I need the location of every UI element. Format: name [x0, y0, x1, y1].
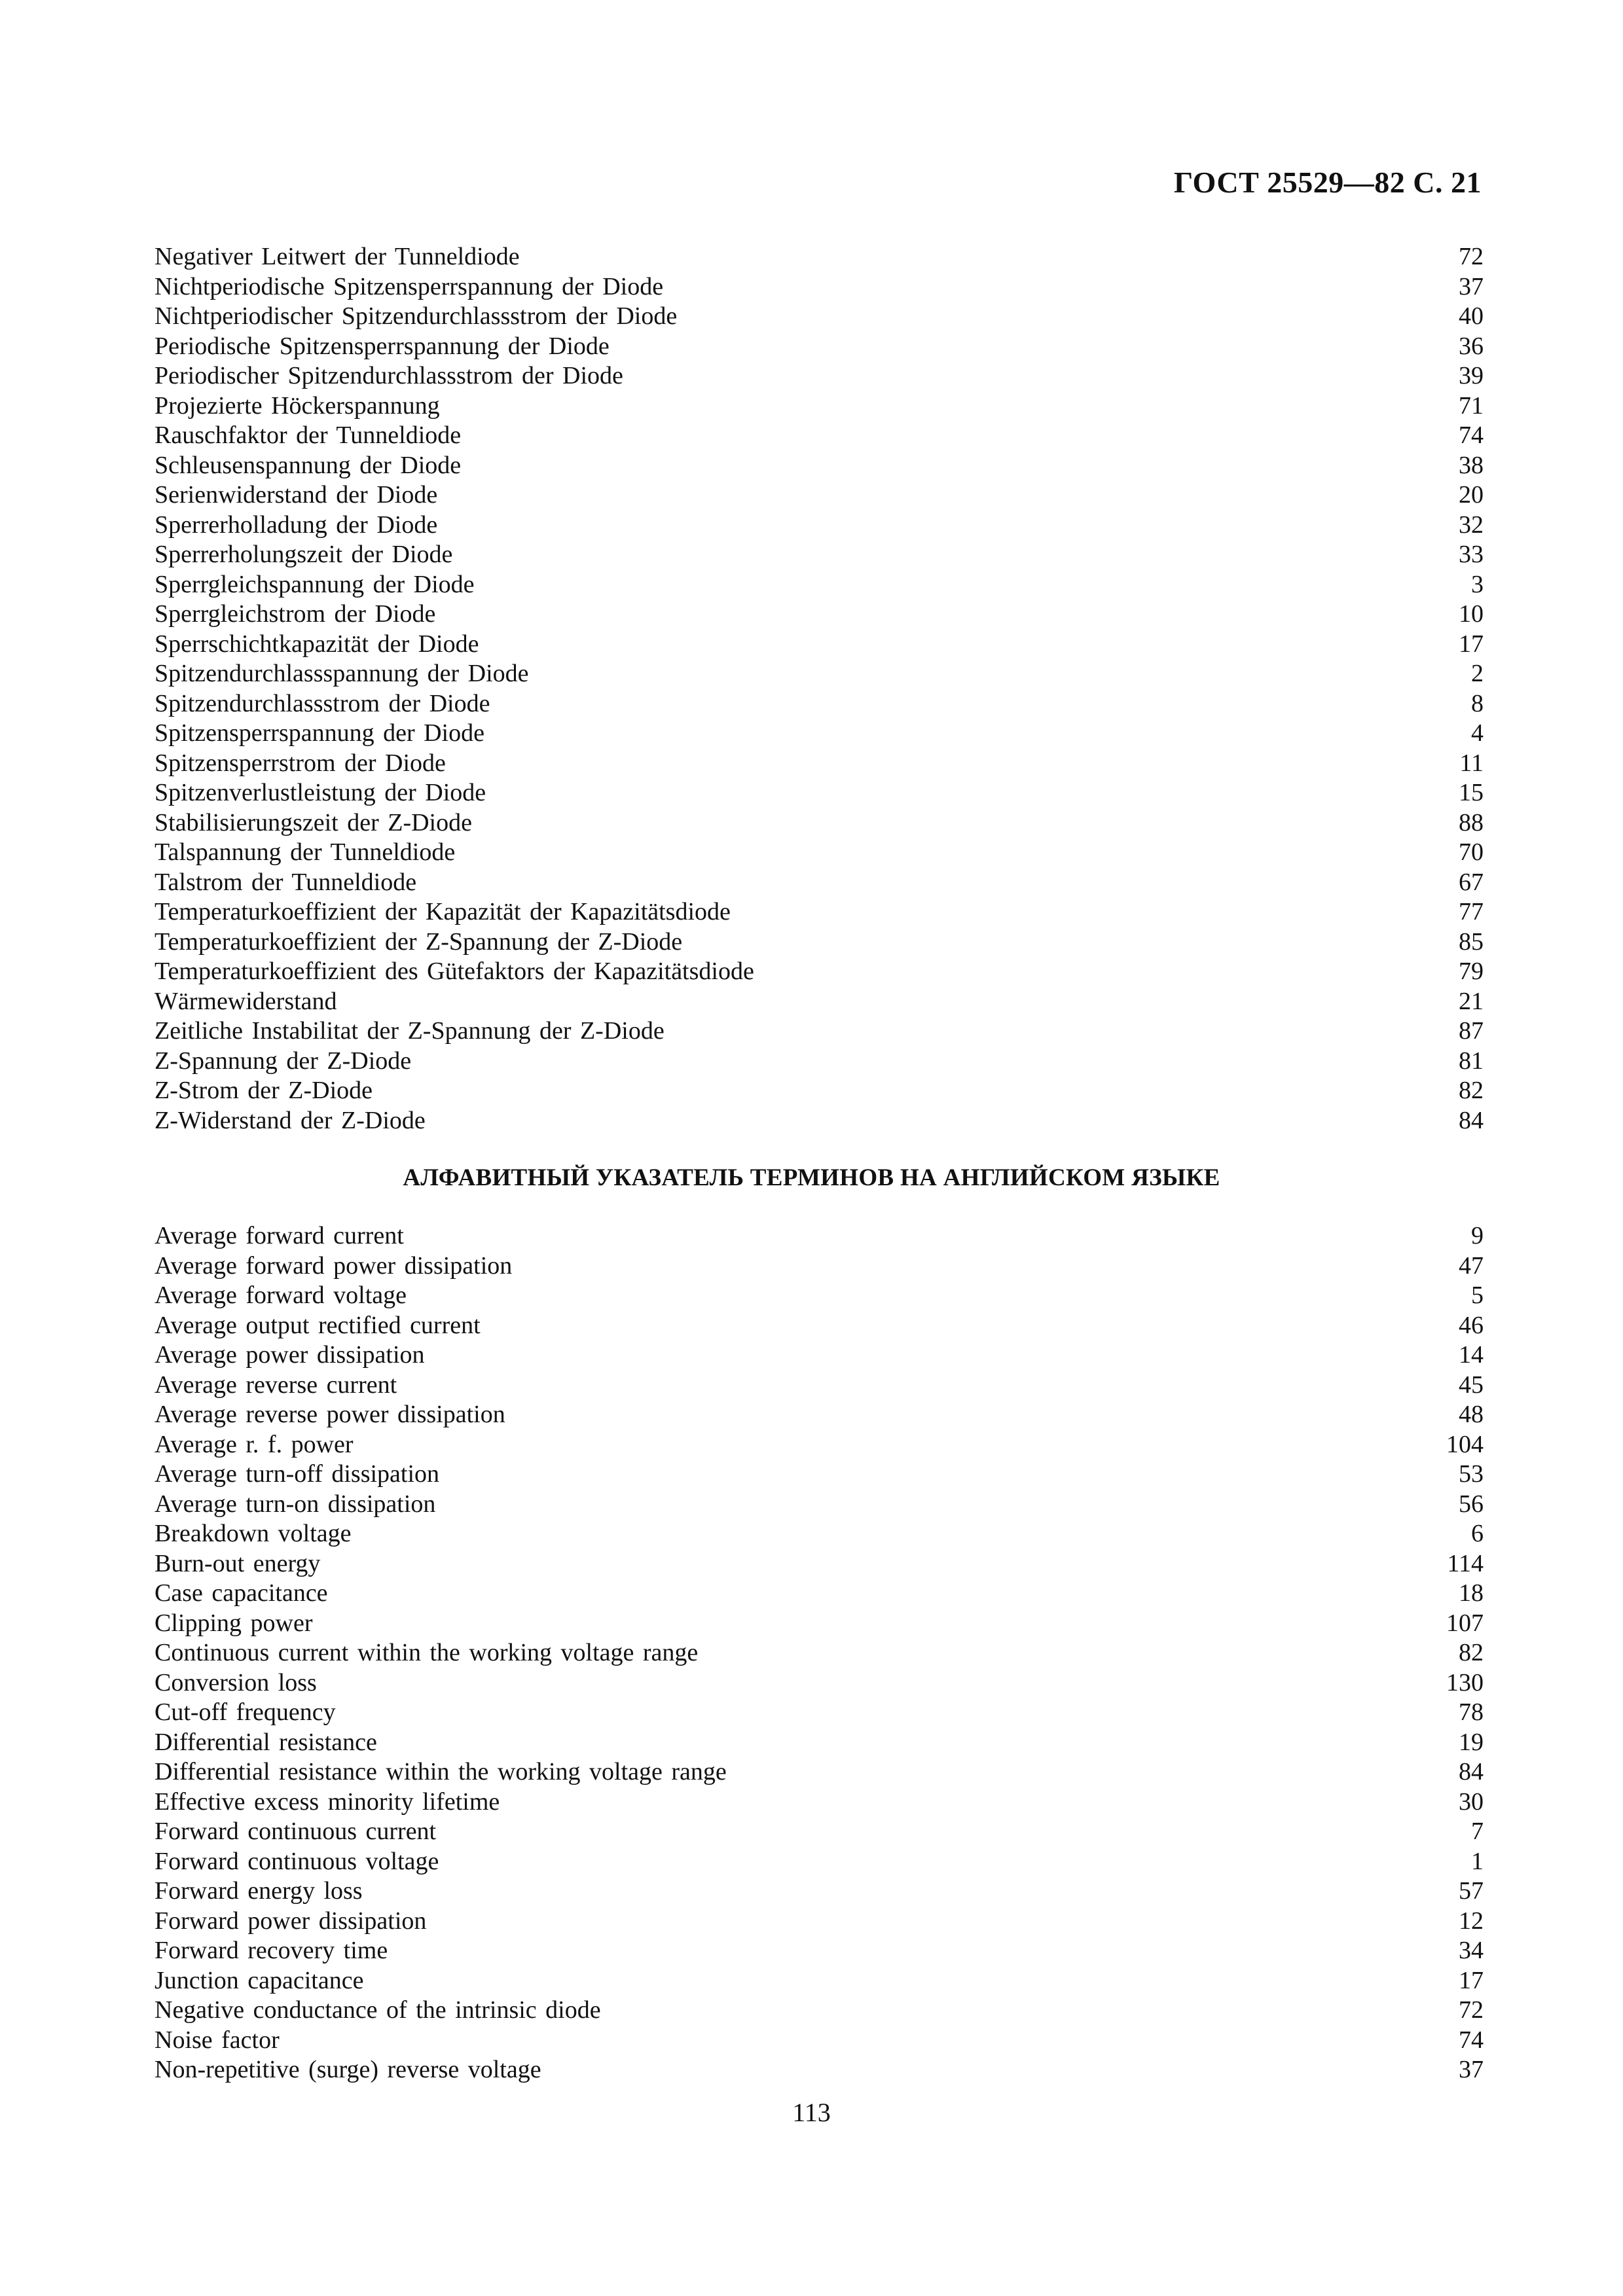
- index-entry: [155, 1047, 1484, 1077]
- index-term-number: 3: [1471, 570, 1484, 598]
- index-term-number: 19: [1459, 1728, 1484, 1756]
- index-term: Cut-off frequency: [155, 1698, 336, 1726]
- index-entry: [155, 1549, 1484, 1579]
- index-term: Periodische Spitzensperrspannung der Diode: [155, 332, 610, 360]
- index-term: Forward energy loss: [155, 1877, 363, 1905]
- index-entry: [155, 689, 1484, 719]
- index-term-number: 9: [1471, 1222, 1484, 1249]
- index-term-number: 48: [1459, 1401, 1484, 1428]
- index-term: Continuous current within the working voltage range: [155, 1639, 699, 1666]
- german-term-index: [155, 242, 1484, 1136]
- index-term-number: 87: [1459, 1017, 1484, 1045]
- index-term: Forward power dissipation: [155, 1907, 427, 1935]
- index-term-number: 37: [1459, 2056, 1484, 2083]
- index-term: Differential resistance: [155, 1728, 377, 1756]
- index-entry: [155, 897, 1484, 927]
- index-term-number: 72: [1459, 243, 1484, 270]
- index-term: Average reverse power dissipation: [155, 1401, 505, 1428]
- index-entry: [155, 1490, 1484, 1520]
- index-entry: [155, 1311, 1484, 1341]
- index-term-number: 47: [1459, 1251, 1484, 1280]
- index-term-number: 20: [1459, 481, 1484, 509]
- index-term-number: 21: [1459, 987, 1484, 1015]
- index-entry: [155, 332, 1484, 362]
- index-term: Non-repetitive (surge) reverse voltage: [155, 2056, 541, 2083]
- index-term: Sperrgleichspannung der Diode: [155, 570, 475, 598]
- index-term: Nichtperiodische Spitzensperrspannung der Diode: [155, 272, 664, 300]
- index-term: Stabilisierungszeit der Z-Diode: [155, 808, 472, 836]
- index-entry: [155, 1936, 1484, 1966]
- index-term: Sperrerholladung der Diode: [155, 511, 438, 539]
- index-term-number: 53: [1459, 1460, 1484, 1488]
- index-term: Nichtperiodischer Spitzendurchlassstrom der Diode: [155, 302, 678, 330]
- index-entry: [155, 1996, 1484, 2026]
- index-term: Burn-out energy: [155, 1549, 321, 1577]
- index-term-number: 78: [1459, 1698, 1484, 1726]
- index-entry: [155, 659, 1484, 689]
- index-entry: [155, 1638, 1484, 1668]
- index-term: Differential resistance within the working voltage range: [155, 1758, 727, 1785]
- index-entry: [155, 927, 1484, 958]
- index-term-number: 45: [1459, 1371, 1484, 1399]
- index-term-number: 7: [1471, 1818, 1484, 1845]
- index-term: Average turn-on dissipation: [155, 1490, 436, 1518]
- index-term-number: 114: [1447, 1549, 1484, 1577]
- index-term-number: 36: [1459, 332, 1484, 360]
- index-term-number: 5: [1471, 1282, 1484, 1309]
- index-term-number: 6: [1471, 1520, 1484, 1547]
- index-term-number: 74: [1459, 2026, 1484, 2054]
- index-term: Projezierte Höckerspannung: [155, 391, 440, 420]
- index-entry: [155, 2055, 1484, 2085]
- index-term-number: 82: [1459, 1077, 1484, 1104]
- index-term: Serienwiderstand der Diode: [155, 481, 438, 509]
- index-entry: [155, 480, 1484, 511]
- index-term: Average reverse current: [155, 1371, 397, 1399]
- index-term: Noise factor: [155, 2026, 280, 2054]
- index-entry: [155, 1609, 1484, 1639]
- index-entry: [155, 1430, 1484, 1460]
- index-entry: [155, 511, 1484, 541]
- index-entry: [155, 719, 1484, 749]
- index-term: Average output rectified current: [155, 1311, 481, 1339]
- index-term: Breakdown voltage: [155, 1520, 352, 1547]
- page-header: ГОСТ 25529—82 С. 21: [1173, 166, 1482, 199]
- index-term: Spitzendurchlassspannung der Diode: [155, 660, 529, 687]
- index-entry: [155, 242, 1484, 272]
- index-term: Average forward current: [155, 1222, 404, 1249]
- index-entry: [155, 1400, 1484, 1430]
- index-term: Zeitliche Instabilitat der Z-Spannung der Z-Diode: [155, 1017, 665, 1045]
- index-term-number: 57: [1459, 1877, 1484, 1905]
- index-entry: [155, 1876, 1484, 1907]
- index-term-number: 85: [1459, 927, 1484, 956]
- index-entry: [155, 1340, 1484, 1371]
- index-entry: [155, 451, 1484, 481]
- index-entry: [155, 1076, 1484, 1106]
- index-entry: [155, 630, 1484, 660]
- index-term: Effective excess minority lifetime: [155, 1787, 500, 1816]
- index-term: Forward continuous voltage: [155, 1847, 439, 1875]
- index-term: Wärmewiderstand: [155, 987, 337, 1015]
- index-entry: [155, 2026, 1484, 2056]
- index-term-number: 40: [1459, 302, 1484, 330]
- index-term: Average forward power dissipation: [155, 1251, 513, 1280]
- index-term-number: 32: [1459, 511, 1484, 539]
- index-term-number: 88: [1459, 808, 1484, 836]
- index-term: Junction capacitance: [155, 1966, 364, 1994]
- index-entry: [155, 1698, 1484, 1728]
- index-term: Spitzendurchlassstrom der Diode: [155, 689, 490, 717]
- index-term-number: 74: [1459, 422, 1484, 449]
- index-entry: [155, 421, 1484, 451]
- page-number: 113: [792, 2098, 831, 2127]
- index-entry: [155, 272, 1484, 302]
- index-entry: [155, 361, 1484, 391]
- index-term-number: 15: [1459, 779, 1484, 806]
- index-term: Talstrom der Tunneldiode: [155, 868, 417, 896]
- index-entry: [155, 1519, 1484, 1549]
- index-term-number: 11: [1459, 749, 1484, 777]
- index-term: Rauschfaktor der Tunneldiode: [155, 422, 462, 449]
- index-entry: [155, 1460, 1484, 1490]
- index-entry: [155, 1668, 1484, 1698]
- index-entry: [155, 1728, 1484, 1758]
- index-entry: [155, 1251, 1484, 1282]
- index-term: Sperrgleichstrom der Diode: [155, 600, 436, 628]
- index-term: Forward continuous current: [155, 1818, 437, 1845]
- index-term-number: 79: [1459, 958, 1484, 985]
- index-term: Sperrschichtkapazität der Diode: [155, 630, 479, 658]
- index-term-number: 70: [1459, 838, 1484, 866]
- index-term-number: 56: [1459, 1490, 1484, 1518]
- index-term-number: 130: [1446, 1668, 1484, 1696]
- index-term-number: 30: [1459, 1787, 1484, 1816]
- index-term: Spitzenverlustleistung der Diode: [155, 779, 486, 806]
- index-entry: [155, 749, 1484, 779]
- index-entry: [155, 302, 1484, 332]
- index-entry: [155, 391, 1484, 422]
- index-entry: [155, 570, 1484, 600]
- index-term: Periodischer Spitzendurchlassstrom der Diode: [155, 362, 623, 389]
- index-term: Temperaturkoeffizient der Z-Spannung der Z-Diode: [155, 927, 683, 956]
- index-entry: [155, 540, 1484, 570]
- index-term: Conversion loss: [155, 1668, 317, 1696]
- index-term-number: 1: [1471, 1847, 1484, 1875]
- index-term: Z-Widerstand der Z-Diode: [155, 1106, 426, 1134]
- index-term-number: 17: [1459, 630, 1484, 658]
- index-term: Sperrerholungszeit der Diode: [155, 541, 453, 568]
- index-term-number: 17: [1459, 1966, 1484, 1994]
- index-term-number: 12: [1459, 1907, 1484, 1935]
- index-term-number: 4: [1471, 719, 1484, 747]
- index-term-number: 38: [1459, 451, 1484, 479]
- index-term-number: 72: [1459, 1996, 1484, 2024]
- index-term-number: 67: [1459, 868, 1484, 896]
- index-entry: [155, 957, 1484, 987]
- index-term-number: 107: [1446, 1609, 1484, 1637]
- index-term-number: 2: [1471, 660, 1484, 687]
- index-entry: [155, 1106, 1484, 1136]
- index-entry: [155, 1787, 1484, 1818]
- index-entry: [155, 1016, 1484, 1047]
- index-term-number: 8: [1471, 689, 1484, 717]
- index-term: Schleusenspannung der Diode: [155, 451, 462, 479]
- index-term-number: 77: [1459, 898, 1484, 925]
- index-term: Spitzensperrstrom der Diode: [155, 749, 446, 777]
- index-term: Average power dissipation: [155, 1341, 425, 1369]
- index-entry: [155, 1579, 1484, 1609]
- index-entry: [155, 1817, 1484, 1847]
- index-entry: [155, 1847, 1484, 1877]
- index-term-number: 84: [1459, 1758, 1484, 1785]
- index-entry: [155, 868, 1484, 898]
- index-term: Negative conductance of the intrinsic diode: [155, 1996, 601, 2024]
- index-entry: [155, 1281, 1484, 1311]
- index-term: Talspannung der Tunneldiode: [155, 838, 456, 866]
- index-term-number: 82: [1459, 1639, 1484, 1666]
- index-entry: [155, 778, 1484, 808]
- index-entry: [155, 1966, 1484, 1996]
- index-entry: [155, 838, 1484, 868]
- index-term: Z-Strom der Z-Diode: [155, 1077, 373, 1104]
- index-entry: [155, 1221, 1484, 1251]
- index-term-number: 81: [1459, 1047, 1484, 1075]
- index-entry: [155, 987, 1484, 1017]
- index-term: Clipping power: [155, 1609, 313, 1637]
- index-term: Negativer Leitwert der Tunneldiode: [155, 243, 520, 270]
- index-term-number: 104: [1446, 1430, 1484, 1458]
- index-term: Temperaturkoeffizient des Gütefaktors der Kapazitätsdiode: [155, 958, 754, 985]
- english-index-heading: АЛФАВИТНЫЙ УКАЗАТЕЛЬ ТЕРМИНОВ НА АНГЛИЙСКОМ ЯЗЫКЕ: [403, 1164, 1220, 1191]
- index-term-number: 84: [1459, 1106, 1484, 1134]
- index-term-number: 46: [1459, 1311, 1484, 1339]
- index-term-number: 37: [1459, 272, 1484, 300]
- index-term-number: 10: [1459, 600, 1484, 628]
- index-term: Temperaturkoeffizient der Kapazität der Kapazitätsdiode: [155, 898, 731, 925]
- index-term-number: 18: [1459, 1579, 1484, 1607]
- index-term-number: 33: [1459, 541, 1484, 568]
- index-term: Average r. f. power: [155, 1430, 354, 1458]
- index-term: Case capacitance: [155, 1579, 328, 1607]
- index-term-number: 39: [1459, 362, 1484, 389]
- index-entry: [155, 1757, 1484, 1787]
- index-entry: [155, 808, 1484, 838]
- index-term-number: 14: [1459, 1341, 1484, 1369]
- index-term: Forward recovery time: [155, 1937, 388, 1964]
- index-entry: [155, 600, 1484, 630]
- index-term-number: 71: [1459, 391, 1484, 420]
- index-term: Average turn-off dissipation: [155, 1460, 440, 1488]
- index-term: Average forward voltage: [155, 1282, 407, 1309]
- index-term-number: 34: [1459, 1937, 1484, 1964]
- english-term-index: [155, 1221, 1484, 2085]
- index-entry: [155, 1907, 1484, 1937]
- index-term: Spitzensperrspannung der Diode: [155, 719, 484, 747]
- index-term: Z-Spannung der Z-Diode: [155, 1047, 412, 1075]
- index-entry: [155, 1371, 1484, 1401]
